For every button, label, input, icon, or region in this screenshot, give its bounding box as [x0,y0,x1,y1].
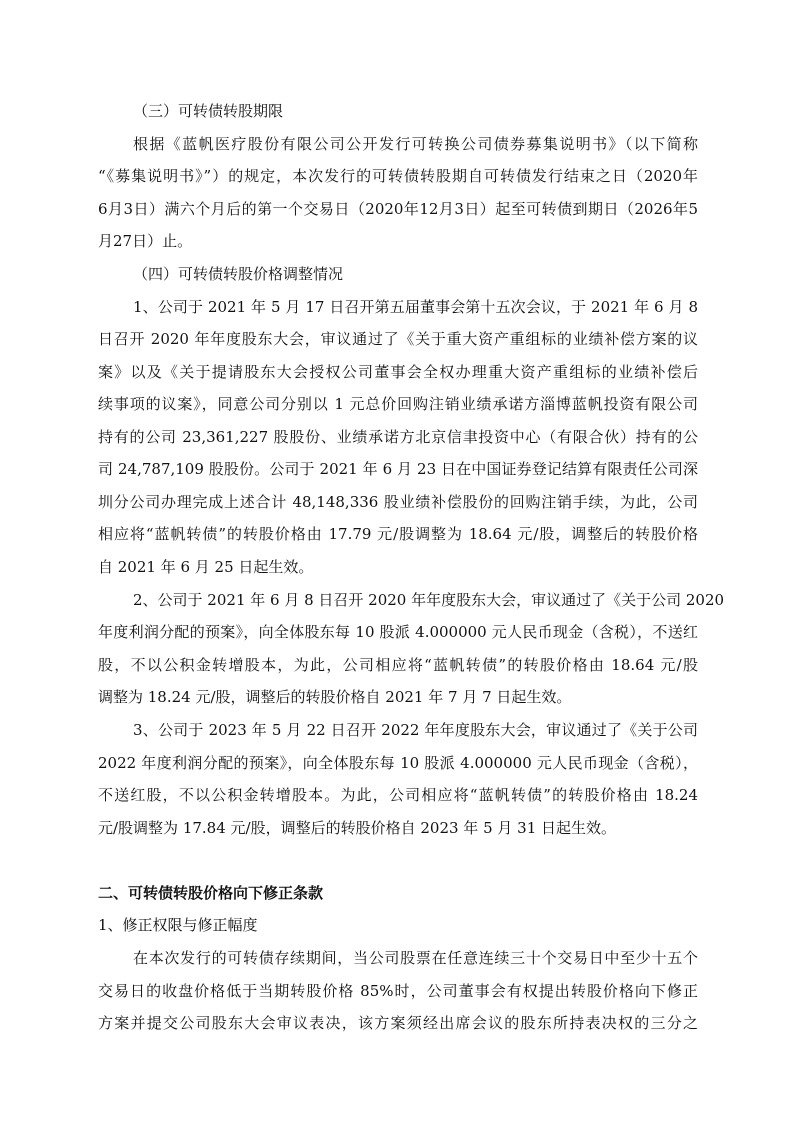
paragraph-line: 根据《蓝帆医疗股份有限公司公开发行可转换公司债券募集说明书》（以下简称 [133,135,698,153]
paragraph-line: 相应将“蓝帆转债”的转股价格由 17.79 元/股调整为 18.64 元/股，调整后的转股价格 [98,525,698,543]
paragraph-line: 6月3日）满六个月后的第一个交易日（2020年12月3日）起至可转债到期日（2026年5 [98,200,698,218]
paragraph-line: 圳分公司办理完成上述合计 48,148,336 股业绩补偿股份的回购注销手续，为此，公司 [98,493,698,511]
paragraph-line: 调整为 18.24 元/股，调整后的转股价格自 2021 年 7 月 7 日起生效。 [98,688,572,706]
paragraph-line: 月27日）止。 [98,232,193,250]
section-heading-conversion-period: （三）可转债转股期限 [133,102,284,120]
paragraph-line: 2022 年度利润分配的预案》，向全体股东每 10 股派 4.000000 元人民币现金（含税）， [98,754,698,772]
paragraph-line: 元/股调整为 17.84 元/股，调整后的转股价格自 2023 年 5 月 31 日起生效。 [98,819,617,837]
section-heading-downward-revision: 二、可转债转股价格向下修正条款 [98,884,324,902]
paragraph-line: 在本次发行的可转债存续期间，当公司股票在任意连续三十个交易日中至少十五个 [133,949,698,967]
paragraph-line: 股，不以公积金转增股本，为此，公司相应将“蓝帆转债”的转股价格由 18.64 元/股 [98,656,698,674]
paragraph-line: 不送红股，不以公积金转增股本。为此，公司相应将“蓝帆转债”的转股价格由 18.24 [98,786,698,804]
paragraph-line: 方案并提交公司股东大会审议表决，该方案须经出席会议的股东所持表决权的三分之 [98,1014,698,1032]
paragraph-line: 3、公司于 2023 年 5 月 22 日召开 2022 年年度股东大会，审议通过了《关于公司 [133,721,698,739]
paragraph-line: 年度利润分配的预案》，向全体股东每 10 股派 4.000000 元人民币现金（含税），不送红 [98,623,698,641]
paragraph-line: 自 2021 年 6 月 25 日起生效。 [98,558,314,576]
paragraph-line: 交易日的收盘价格低于当期转股价格 85%时，公司董事会有权提出转股价格向下修正 [98,982,698,1000]
paragraph-line: 司 24,787,109 股股份。公司于 2021 年 6 月 23 日在中国证券登记结算有限责任公司深 [98,460,698,478]
paragraph-line: 2、公司于 2021 年 6 月 8 日召开 2020 年年度股东大会，审议通过了《关于公司 2020 [133,591,725,609]
paragraph-line: “《募集说明书》”）的规定，本次发行的可转债转股期自可转债发行结束之日（2020年 [98,167,698,185]
paragraph-line: 日召开 2020 年年度股东大会，审议通过了《关于重大资产重组标的业绩补偿方案的议 [98,330,698,348]
section-heading-price-adjustment: （四）可转债转股价格调整情况 [133,265,344,283]
paragraph-line: 案》以及《关于提请股东大会授权公司董事会全权办理重大资产重组标的业绩补偿后 [98,363,698,381]
paragraph-line: 续事项的议案》，同意公司分别以 1 元总价回购注销业绩承诺方淄博蓝帆投资有限公司 [98,395,698,413]
subsection-heading-revision-authority: 1、修正权限与修正幅度 [98,916,258,934]
paragraph-line: 1、公司于 2021 年 5 月 17 日召开第五届董事会第十五次会议，于 2021 年 6 月 8 [133,298,698,316]
paragraph-line: 持有的公司 23,361,227 股股份、业绩承诺方北京信聿投资中心（有限合伙）持有的公 [98,428,698,446]
